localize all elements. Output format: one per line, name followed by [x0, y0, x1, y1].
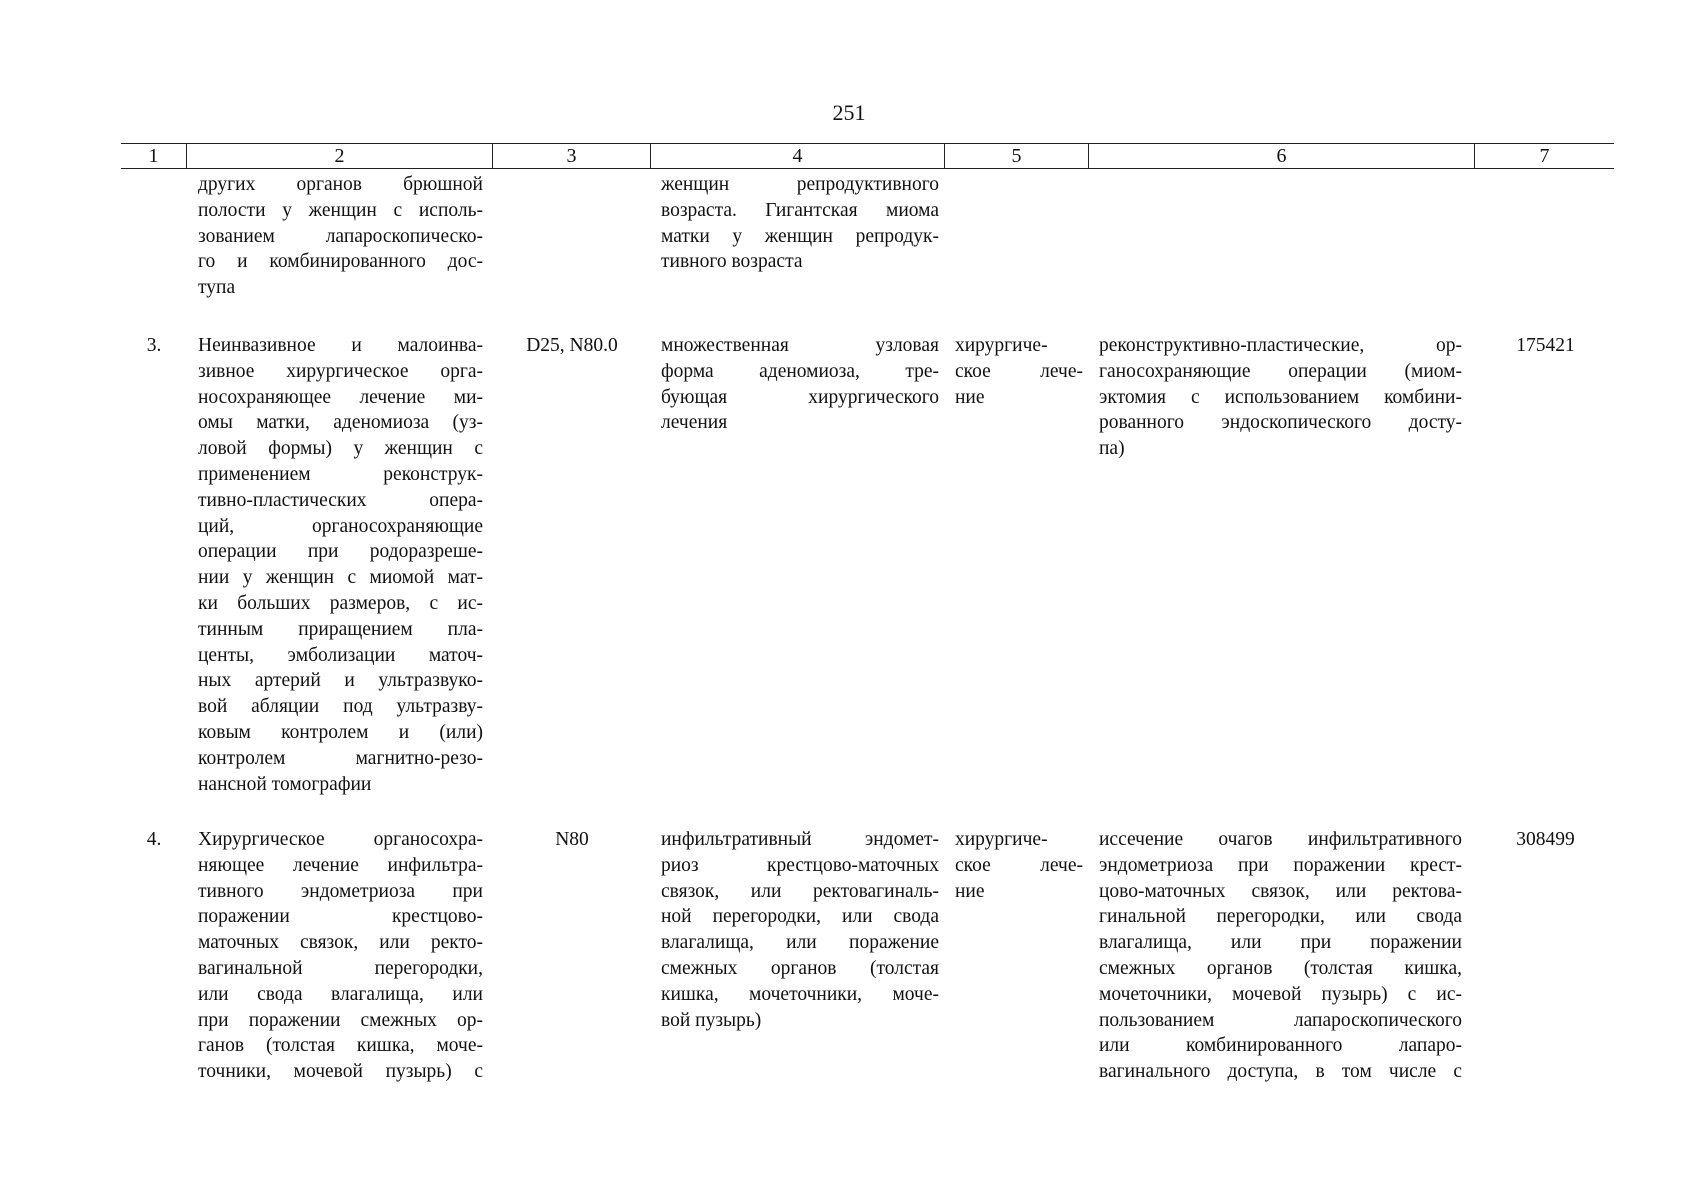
- text-line: ковым контролем и (или): [198, 721, 483, 743]
- row-number: 3.: [146, 335, 162, 356]
- row-number: 4.: [146, 829, 162, 850]
- column-header: 7: [1539, 145, 1550, 167]
- text-line: ловой формы) у женщин с: [198, 438, 483, 460]
- text-line: риоз крестцово-маточных: [661, 854, 939, 876]
- patient-model-cell: [661, 827, 939, 1033]
- text-line: лечения: [661, 412, 728, 434]
- text-line: при поражении смежных ор-: [198, 1009, 483, 1031]
- text-line: центы, эмболизации маточ-: [198, 644, 483, 666]
- procedure-name-cell: [198, 333, 483, 797]
- text-line: вой пузырь): [661, 1009, 762, 1031]
- text-line: форма аденомиоза, тре-: [661, 360, 939, 382]
- text-line: применением реконструк-: [198, 463, 483, 485]
- text-line: зованием лапароскопическо-: [198, 225, 483, 247]
- text-line: эктомия с использованием комбини-: [1099, 386, 1462, 408]
- text-line: ций, органосохраняющие: [198, 515, 483, 537]
- column-header: 5: [945, 144, 1089, 168]
- text-line: ние: [955, 880, 985, 902]
- text-line: нансной томографии: [198, 773, 372, 795]
- text-line: влагалища, или при поражении: [1099, 932, 1462, 954]
- text-line: вой абляции под ультразву-: [198, 696, 483, 718]
- text-line: эндометриоза при поражении крест-: [1099, 854, 1462, 876]
- text-line: полости у женщин с исполь-: [198, 199, 483, 221]
- treatment-method-cell: [1099, 827, 1462, 1085]
- text-line: ние: [955, 386, 985, 408]
- text-line: ки больших размеров, с ис-: [198, 592, 483, 614]
- icd-codes-cell: N80: [555, 829, 589, 850]
- text-line: го и комбинированного дос-: [198, 251, 483, 273]
- text-line: операции при родоразреше-: [198, 541, 483, 563]
- text-line: рованного эндоскопического досту-: [1099, 412, 1462, 434]
- icd-codes-cell: D25, N80.0: [526, 335, 618, 356]
- text-line: влагалища, или поражение: [661, 932, 939, 954]
- procedure-name-cell: [198, 172, 483, 301]
- patient-model-cell: [661, 333, 939, 436]
- text-line: тупа: [198, 277, 236, 299]
- text-line: вагинального доступа, в том числе с: [1099, 1061, 1462, 1083]
- treatment-type-cell: [955, 333, 1083, 410]
- column-header: 3: [493, 144, 651, 168]
- text-line: матки у женщин репродук-: [661, 225, 939, 247]
- text-line: ское лече-: [955, 854, 1083, 876]
- text-line: тинным приращением пла-: [198, 618, 483, 640]
- column-header: 1: [121, 144, 187, 168]
- text-line: Неинвазивное и малоинва-: [198, 335, 483, 356]
- text-line: или свода влагалища, или: [198, 983, 483, 1005]
- text-line: носохраняющее лечение ми-: [198, 386, 483, 408]
- text-line: или комбинированного лапаро-: [1099, 1035, 1462, 1057]
- text-line: цово-маточных связок, или ректова-: [1099, 880, 1462, 902]
- text-line: хирургиче-: [955, 335, 1048, 356]
- cost-cell: 308499: [1516, 829, 1575, 850]
- text-line: вагинальной перегородки,: [198, 957, 483, 979]
- text-line: женщин репродуктивного: [661, 174, 939, 195]
- text-line: поражении крестцово-: [198, 906, 483, 928]
- text-line: зивное хирургическое орга-: [198, 360, 483, 382]
- table-header-row: [121, 143, 1614, 169]
- page-number: 251: [832, 100, 866, 125]
- text-line: возраста. Гигантская миома: [661, 199, 939, 221]
- treatment-type-cell: [955, 827, 1083, 904]
- text-line: хирургиче-: [955, 829, 1048, 850]
- text-line: тивного эндометриоза при: [198, 880, 483, 902]
- column-header: 2: [187, 144, 493, 168]
- text-line: няющее лечение инфильтра-: [198, 854, 483, 876]
- text-line: ское лече-: [955, 360, 1083, 382]
- text-line: кишка, мочеточники, моче-: [661, 983, 939, 1005]
- text-line: омы матки, аденомиоза (уз-: [198, 412, 483, 434]
- treatment-method-cell: [1099, 333, 1462, 462]
- text-line: тивного возраста: [661, 251, 803, 273]
- procedure-name-cell: [198, 827, 483, 1085]
- text-line: смежных органов (толстая кишка,: [1099, 957, 1462, 979]
- cost-cell: 175421: [1516, 335, 1575, 356]
- column-header: 6: [1089, 144, 1475, 168]
- text-line: маточных связок, или ректо-: [198, 932, 483, 954]
- text-line: па): [1099, 438, 1125, 460]
- text-line: точники, мочевой пузырь) с: [198, 1061, 483, 1083]
- text-line: нии у женщин с миомой мат-: [198, 567, 483, 589]
- text-line: тивно-пластических опера-: [198, 489, 483, 511]
- text-line: реконструктивно-пластические, ор-: [1099, 335, 1462, 356]
- text-line: ганосохраняющие операции (миом-: [1099, 360, 1462, 382]
- text-line: Хирургическое органосохра-: [198, 829, 483, 850]
- text-line: множественная узловая: [661, 335, 939, 356]
- text-line: инфильтративный эндомет-: [661, 829, 939, 850]
- text-line: ных артерий и ультразвуко-: [198, 670, 483, 692]
- text-line: гинальной перегородки, или свода: [1099, 906, 1462, 928]
- column-header: 4: [651, 144, 945, 168]
- patient-model-cell: [661, 172, 939, 275]
- text-line: иссечение очагов инфильтративного: [1099, 829, 1462, 850]
- text-line: ной перегородки, или свода: [661, 906, 939, 928]
- text-line: пользованием лапароскопического: [1099, 1009, 1462, 1031]
- text-line: связок, или ректовагиналь-: [661, 880, 939, 902]
- text-line: смежных органов (толстая: [661, 957, 939, 979]
- text-line: других органов брюшной: [198, 174, 483, 195]
- text-line: мочеточники, мочевой пузырь) с ис-: [1099, 983, 1462, 1005]
- text-line: бующая хирургического: [661, 386, 939, 408]
- text-line: контролем магнитно-резо-: [198, 747, 483, 769]
- text-line: ганов (толстая кишка, моче-: [198, 1035, 483, 1057]
